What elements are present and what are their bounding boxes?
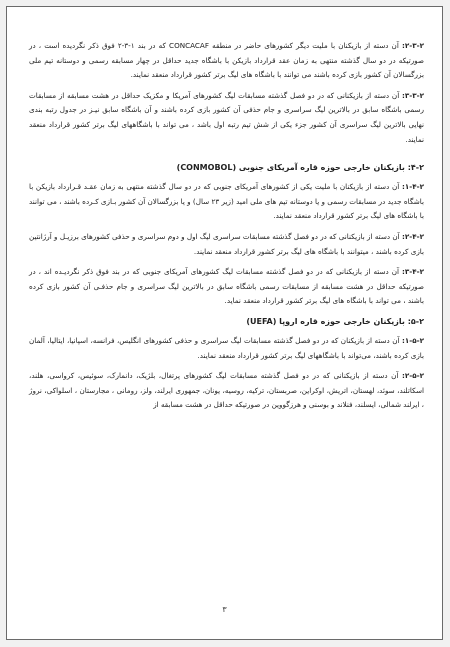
clause-number: ۳-۴-۲:: [401, 267, 424, 277]
section-heading-4-2: [29, 161, 424, 175]
clause-number: ۱-۵-۲:: [401, 335, 424, 345]
paragraph-3-4-2: [29, 265, 424, 309]
page-number: ۳: [222, 605, 227, 614]
clause-text: آن دسته از بازیکنانی که در دو فصل گذشته مسابقات لیگ کشورهای پرتغال، بلژیک، دانمارک، سوئیس، کرواسی، هلند، اسکاتلند، سوئد، لهستان، اتریش، اوکراین، صربستان، ترکیه، روسیه، یونان، جمهوری ایرلند، ولز، رومانی ، مجارستان ، اسلواکی، نروژ ، ایرلند شمالی، ایسلند، فنلاند و بوسنی و هرزگووین در صورتیکه حداقل در هشت مسابقه از: [29, 371, 424, 410]
heading-number: ۴-۲:: [407, 163, 424, 173]
heading-number: ۵-۲:: [407, 316, 424, 326]
clause-number: ۲-۳-۲:: [401, 41, 424, 50]
paragraph-2-5-2: [29, 369, 424, 413]
paragraph-2-3-2: [29, 39, 424, 83]
paragraph-1-4-2: [29, 180, 424, 224]
clause-number: ۲-۵-۲:: [401, 371, 424, 381]
heading-text: بازیکنان خارجی حوزه قاره اروپا (UEFA): [246, 316, 405, 326]
clause-text: آن دسته از بازیکنانی که در دو فصل گذشته مسابقات لیگ کشورهای آمریکای جنوبی که در بند فوق ذکر نگردیـده اند ، در صورتیکه حداقل در هشت مسابقه از مسابقات رسمی باشگاه سابق در بالاترین لیگ سراسری و جام حذفـی آن کشور بازی کرده باشند ، می تواند با باشگاه های لیگ برتر کشور قرارداد منعقد نماید.: [29, 267, 424, 306]
clause-text: آن دسته از بازیکنانی که در دو فصل گذشته مسابقات سراسری لیگ اول و دوم سراسری و حذفی کشورهای برزیـل و آرژانتین بازی کرده باشند ، میتوانند با باشگاه های لیگ برتر کشور قرارداد منعقد نمایند.: [29, 231, 424, 256]
clause-text: آن دسته از بازیکنان با ملیت یکی از کشورهای آمریکای جنوبی که در دو سال گذشته منتهی به زمان عقـد قـرارداد بازیکن با باشگاه جدید در مسابقات رسمی و یا دوستانه تیم های ملی امید (زیر ۲۳ سال) و یا بزرگسالان آن کشور بـازی کـرده باشند ، می توانند با باشگاه های لیگ برتر کشور قرارداد منعقد نمایند.: [29, 182, 424, 221]
paragraph-1-5-2: [29, 334, 424, 363]
clause-number: ۳-۳-۲:: [401, 90, 424, 100]
clause-text: آن دسته از بازیکنانی که در دو فصل گذشته مسابقات لیگ کشورهای آمریکا و مکزیک حداقل در هشت مسابقه از مسابقات رسمی باشگاه سابق در بالاترین لیگ سراسری و جام حذفی آن کشور بازی کرده باشند و آن باشگاه سابق نیـز در جدول رتبه بندی نهایی بالاترین لیگ سراسری آن کشور جزء یکی از شش تیم رتبه اول باشد ، می تواند با باشگاههای لیگ برتر کشور قرارداد منعقد نمایند.: [29, 90, 424, 144]
document-body: [29, 39, 424, 419]
clause-number: ۱-۴-۲:: [401, 182, 424, 192]
document-page: [6, 6, 443, 640]
heading-text: بازیکنان خارجی حوزه قاره آمریکای جنوبی (CONMOBOL): [176, 163, 405, 173]
paragraph-2-4-2: [29, 230, 424, 259]
section-heading-5-2: [29, 315, 424, 329]
clause-text: آن دسته از بازیکنان با ملیت دیگر کشورهای حاضر در منطقه CONCACAF که در بند ۱-۳-۲ فوق ذکر نگردیده است ، در صورتیکه در دو سال گذشته منتهی به زمان عقد قرارداد بازیکن با باشگاه جدید حداقل در چهار مسابقه رسمی و دوستانه تیم ملی بزرگسالان آن کشور بازی کرده باشند می توانند با باشگاه های لیگ برتر کشور قرارداد منعقد نمایند.: [29, 41, 424, 80]
clause-text: آن دسته از بازیکنان که در دو فصل گذشته مسابقات لیگ سراسری و حذفی کشورهای انگلیس، فرانسه، اسپانیا، ایتالیا، آلمان بازی کرده باشند، می‌تواند با باشگاههای لیگ برتر کشور قرارداد منعقد نمایند.: [29, 335, 424, 360]
paragraph-3-3-2: [29, 89, 424, 147]
clause-number: ۲-۴-۲:: [401, 231, 424, 241]
